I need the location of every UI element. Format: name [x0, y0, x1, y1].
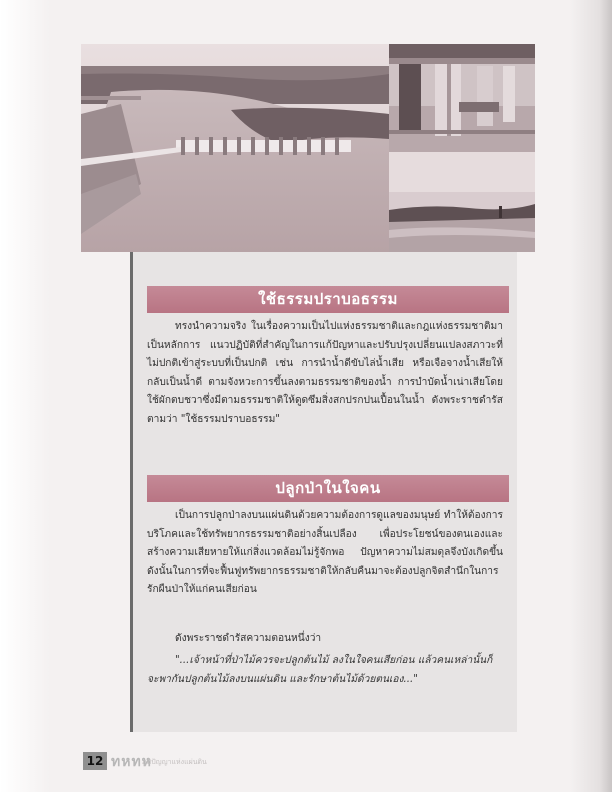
- bridge-photo: [389, 44, 535, 152]
- binding-shadow: [570, 0, 612, 792]
- section1-paragraph: ทรงนำความจริง ในเรื่องความเป็นไปแห่งธรรมชาติและกฎแห่งธรรมชาติมาเป็นหลักการ แนวปฏิบัติที่สำคัญในการแก้ปัญหาและปรับปรุงเปลี่ยนแปลงสภาวะที่ไม่ปกติเข้าสู่ระบบที่เป็นปกติ เช่น การนำน้ำดีขับไล่น้ำเสีย หรือเจือจางน้ำเสียให้กลับเป็นน้ำดี ตามจังหวะการขึ้นลงตามธรรมชาติของน้ำ การบำบัดน้ำเน่าเสียโดยใช้ผักตบชวาซึ่งมีตามธรรมชาติให้ดูดซึมสิ่งสกปรกปนเปื้อนในน้ำ ดังพระราชดำรัสตามว่า "ใช้ธรรมปราบอธรรม": [147, 321, 503, 425]
- section1-title: ใช้ธรรมปราบอธรรม: [147, 286, 509, 313]
- footer-logo: ทหทห: [111, 754, 152, 770]
- footer-text: ภูมิปัญญาแห่งแผ่นดิน: [142, 758, 207, 766]
- royal-quote: "...เจ้าหน้าที่ป่าไม้ควรจะปลูกต้นไม้ ลงในใจคนเสียก่อน แล้วคนเหล่านั้นก็จะพากันปลูกต้นไม้ลงบนแผ่นดิน และรักษาต้นไม้ด้วยตนเอง...": [147, 655, 493, 685]
- page-edge: [0, 0, 50, 792]
- section2-intro: ดังพระราชดำรัสความตอนหนึ่งว่า: [175, 633, 322, 644]
- section2-paragraph: เป็นการปลูกป่าลงบนแผ่นดินด้วยความต้องการดูแลของมนุษย์ ทำให้ต้องการบริโภคและใช้ทรัพยากรธรรมชาติอย่างสิ้นเปลือง เพื่อประโยชน์ของตนเองและสร้างความเสียหายให้แก่สิ่งแวดล้อมไม่รู้จักพอ ปัญหาความไม่สมดุลจึงบังเกิดขึ้น ดังนั้นในการที่จะฟื้นฟูทรัพยากรธรรมชาติให้กลับคืนมาจะต้องปลูกจิตสำนึกในการรักผืนป่าให้แก่คนเสียก่อน: [147, 510, 503, 595]
- section2-title: ปลูกป่าในใจคน: [147, 475, 509, 502]
- dam-photo: [81, 44, 389, 252]
- riverbank-photo: [389, 152, 535, 252]
- bleed-through-text: [300, 454, 303, 464]
- page-number: 12: [83, 752, 107, 770]
